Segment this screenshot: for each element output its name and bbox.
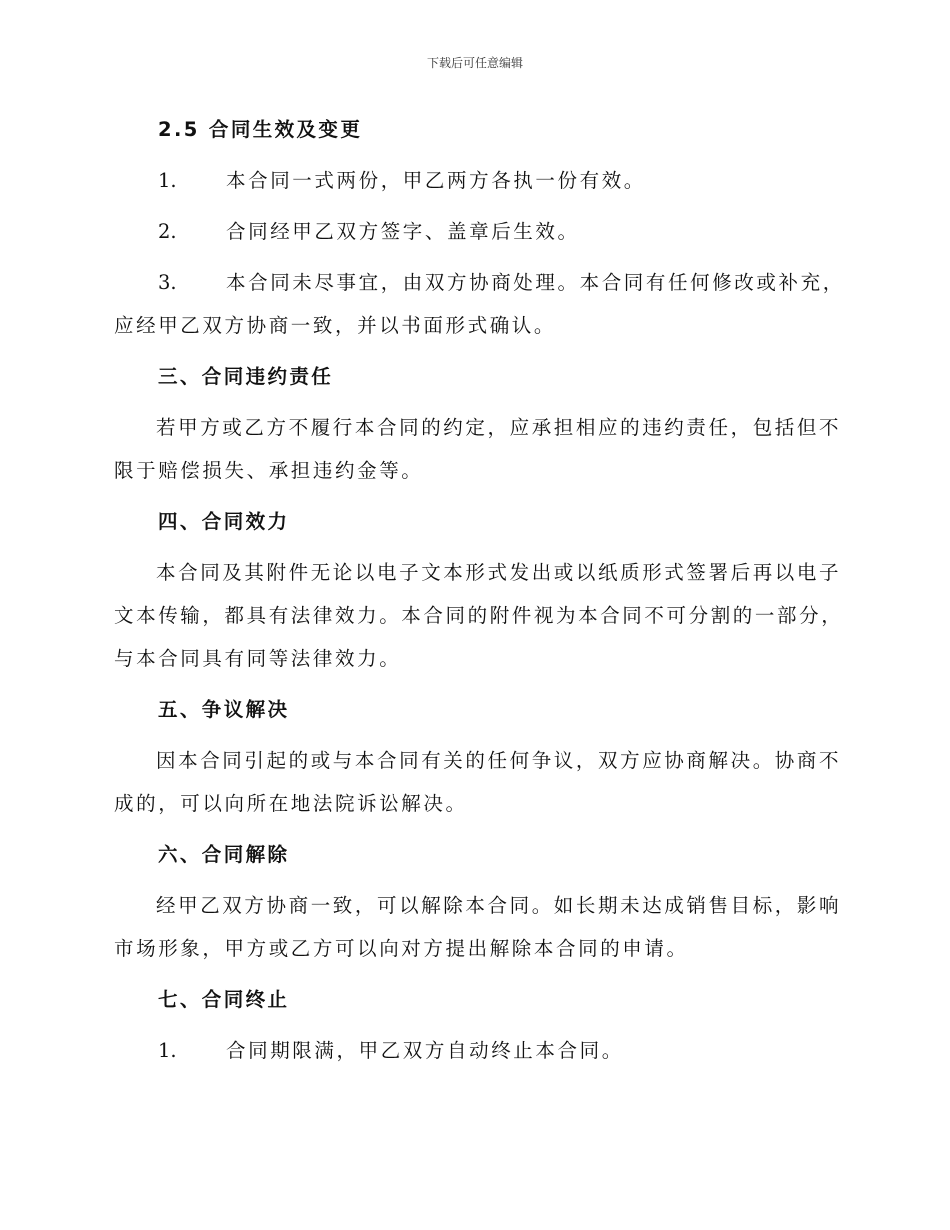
paragraph-dispute — [114, 739, 842, 825]
list-item-continuation: 应经甲乙双方协商一致，并以书面形式确认。 — [114, 314, 557, 337]
paragraph-line: 因本合同引起的或与本合同有关的任何争议，双方应协商解决。协商不 — [156, 749, 842, 772]
section-heading-breach: 三、合同违约责任 — [158, 365, 334, 388]
paragraph-line: 与本合同具有同等法律效力。 — [114, 647, 402, 670]
list-item — [114, 159, 832, 202]
section-heading-end: 七、合同终止 — [158, 988, 290, 1011]
paragraph-line: 经甲乙双方协商一致，可以解除本合同。如长期未达成销售目标，影响 — [156, 894, 842, 917]
page-header-note: 下载后可任意编辑 — [426, 56, 523, 70]
list-item-number: 1. — [158, 169, 177, 192]
list-item — [114, 261, 845, 347]
section-heading-dispute: 五、争议解决 — [158, 698, 290, 721]
paragraph-termination — [114, 884, 842, 970]
paragraph-validity — [114, 551, 844, 680]
paragraph-line: 成的，可以向所在地法院诉讼解决。 — [114, 792, 468, 815]
list-item-text: 合同期限满，甲乙双方自动终止本合同。 — [226, 1039, 624, 1062]
list-item — [114, 210, 832, 253]
list-item-text: 合同经甲乙双方签字、盖章后生效。 — [226, 220, 580, 243]
list-item-number: 3. — [158, 271, 177, 294]
section-heading-termination: 六、合同解除 — [158, 843, 290, 866]
paragraph-breach — [114, 406, 842, 492]
paragraph-line: 若甲方或乙方不履行本合同的约定，应承担相应的违约责任，包括但不 — [156, 416, 842, 439]
list-item-first-line — [114, 261, 845, 304]
paragraph-line: 文本传输，都具有法律效力。本合同的附件视为本合同不可分割的一部分， — [114, 604, 844, 627]
list-item-text: 本合同一式两份，甲乙两方各执一份有效。 — [226, 169, 646, 192]
document-body — [114, 108, 845, 1080]
section-heading-2-5: 2.5 合同生效及变更 — [158, 118, 363, 141]
list-item — [114, 1029, 832, 1072]
section-heading-validity: 四、合同效力 — [158, 510, 290, 533]
list-item-number: 1. — [158, 1039, 177, 1062]
paragraph-line: 限于赔偿损失、承担违约金等。 — [114, 459, 424, 482]
list-item-number: 2. — [158, 220, 177, 243]
paragraph-line: 本合同及其附件无论以电子文本形式发出或以纸质形式签署后再以电子 — [156, 561, 842, 584]
list-item-text: 本合同未尽事宜，由双方协商处理。本合同有任何修改或补充， — [226, 271, 845, 294]
paragraph-line: 市场形象，甲方或乙方可以向对方提出解除本合同的申请。 — [114, 937, 689, 960]
